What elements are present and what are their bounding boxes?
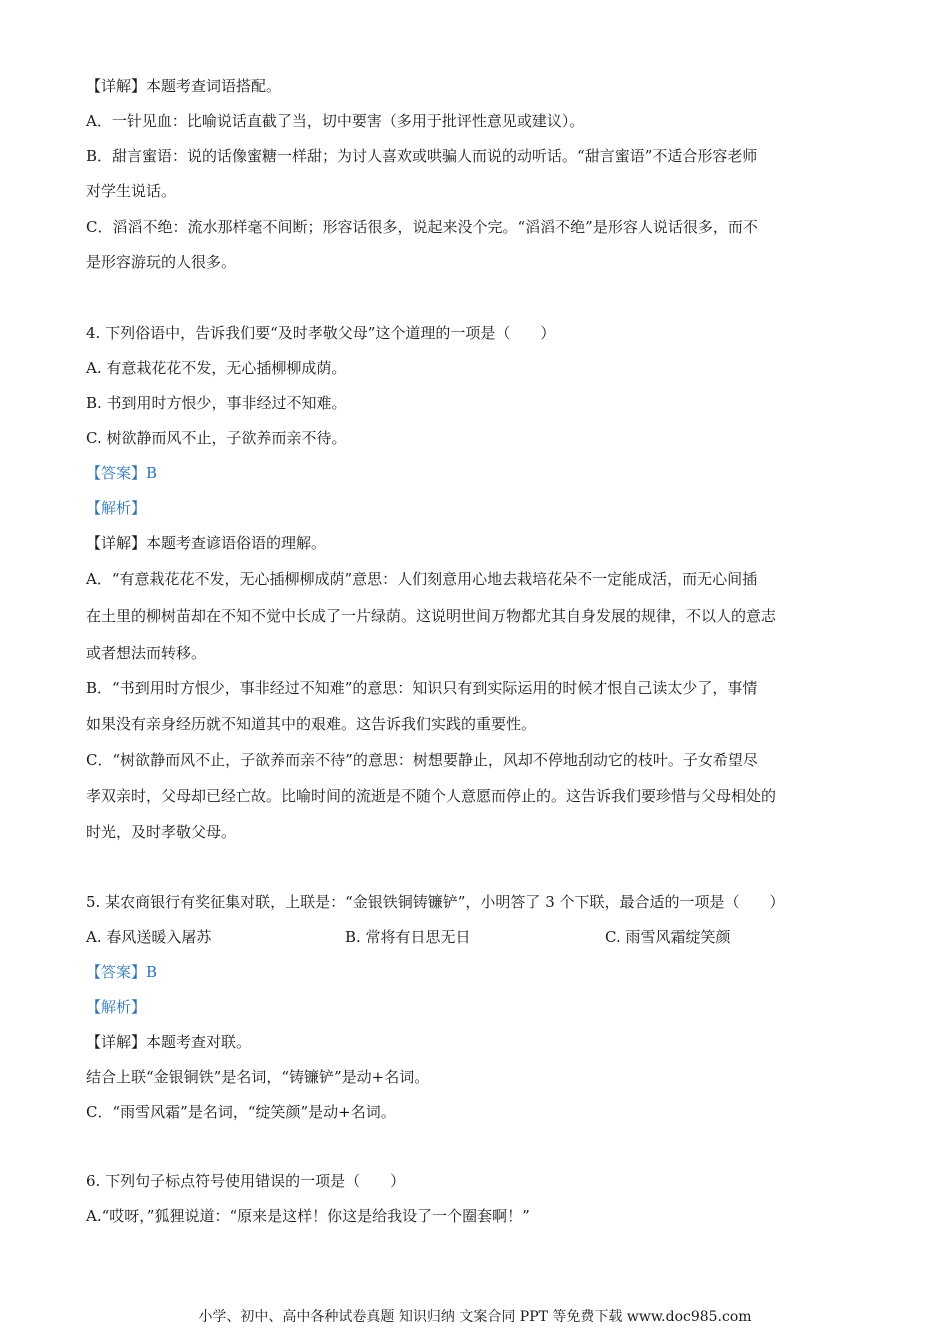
question-6-option-a: A.“哎呀，”狐狸说道：“原来是这样！你这是给我设了一个圈套啊！” [86, 1207, 530, 1225]
question-5-detail: 【详解】本题考查对联。 [86, 1033, 252, 1051]
question-4-analysis-label: 【解析】 [86, 499, 147, 517]
question-4-explain-line: 如果没有亲身经历就不知道其中的艰难。这告诉我们实践的重要性。 [86, 715, 537, 733]
page-footer: 小学、初中、高中各种试卷真题 知识归纳 文案合同 PPT 等免费下载 www.doc985.com [198, 1309, 752, 1325]
question-4-answer: 【答案】B [86, 464, 158, 482]
question-5-options-row [86, 927, 856, 947]
question-4-explain-line: A．“有意栽花花不发，无心插柳柳成荫”意思：人们刻意用心地去栽培花朵不一定能成活，而无心间插 [86, 570, 758, 588]
prev-option-b-explain-2: 对学生说话。 [86, 182, 177, 200]
question-4-explain-line: 时光，及时孝敬父母。 [86, 823, 237, 841]
question-4-explain-line: 孝双亲时，父母却已经亡故。比喻时间的流逝是不随个人意愿而停止的。这告诉我们要珍惜与父母相处的 [86, 787, 777, 805]
question-5-option-c: C. 雨雪风霜绽笑颜 [605, 928, 731, 946]
prev-option-a-explain: A．一针见血：比喻说话直截了当，切中要害（多用于批评性意见或建议）。 [86, 112, 585, 130]
question-4-explain-line: 或者想法而转移。 [86, 644, 207, 662]
question-5-answer: 【答案】B [86, 963, 158, 981]
question-4-detail: 【详解】本题考查谚语俗语的理解。 [86, 534, 327, 552]
question-4-option-a: A. 有意栽花花不发，无心插柳柳成荫。 [86, 359, 347, 377]
question-4-explain-line: 在土里的柳树苗却在不知不觉中长成了一片绿荫。这说明世间万物都尤其自身发展的规律，不以人的意志 [86, 607, 777, 625]
prev-detail: 【详解】本题考查词语搭配。 [86, 77, 282, 95]
question-5-option-a: A. 春风送暖入屠苏 [86, 928, 212, 946]
question-5-analysis-label: 【解析】 [86, 998, 147, 1016]
question-5-explain-line: C．“雨雪风霜”是名词，“绽笑颜”是动+名词。 [86, 1103, 396, 1121]
prev-option-c-explain-2: 是形容游玩的人很多。 [86, 253, 237, 271]
question-4-option-c: C. 树欲静而风不止，子欲养而亲不待。 [86, 429, 347, 447]
question-5-stem: 5. 某农商银行有奖征集对联，上联是：“金银铁铜铸镰铲”，小明答了 3 个下联，最合适的一项是（ ） [86, 893, 785, 911]
prev-option-b-explain-1: B．甜言蜜语：说的话像蜜糖一样甜；为讨人喜欢或哄骗人而说的动听话。“甜言蜜语”不适合形容老师 [86, 147, 758, 165]
prev-option-c-explain-1: C．滔滔不绝：流水那样毫不间断；形容话很多，说起来没个完。“滔滔不绝”是形容人说话很多，而不 [86, 218, 758, 236]
question-6-stem: 6. 下列句子标点符号使用错误的一项是（ ） [86, 1172, 406, 1190]
question-4-explain-line: C．“树欲静而风不止，子欲养而亲不待”的意思：树想要静止，风却不停地刮动它的枝叶。子女希望尽 [86, 751, 758, 769]
question-4-option-b: B. 书到用时方恨少，事非经过不知难。 [86, 394, 347, 412]
question-5-option-b: B. 常将有日思无日 [345, 928, 471, 946]
question-5-explain-line: 结合上联“金银铜铁”是名词，“铸镰铲”是动+名词。 [86, 1068, 430, 1086]
question-4-stem: 4. 下列俗语中，告诉我们要“及时孝敬父母”这个道理的一项是（ ） [86, 324, 556, 342]
question-4-explain-line: B．“书到用时方恨少，事非经过不知难”的意思：知识只有到实际运用的时候才恨自己读太少了，事情 [86, 679, 758, 697]
